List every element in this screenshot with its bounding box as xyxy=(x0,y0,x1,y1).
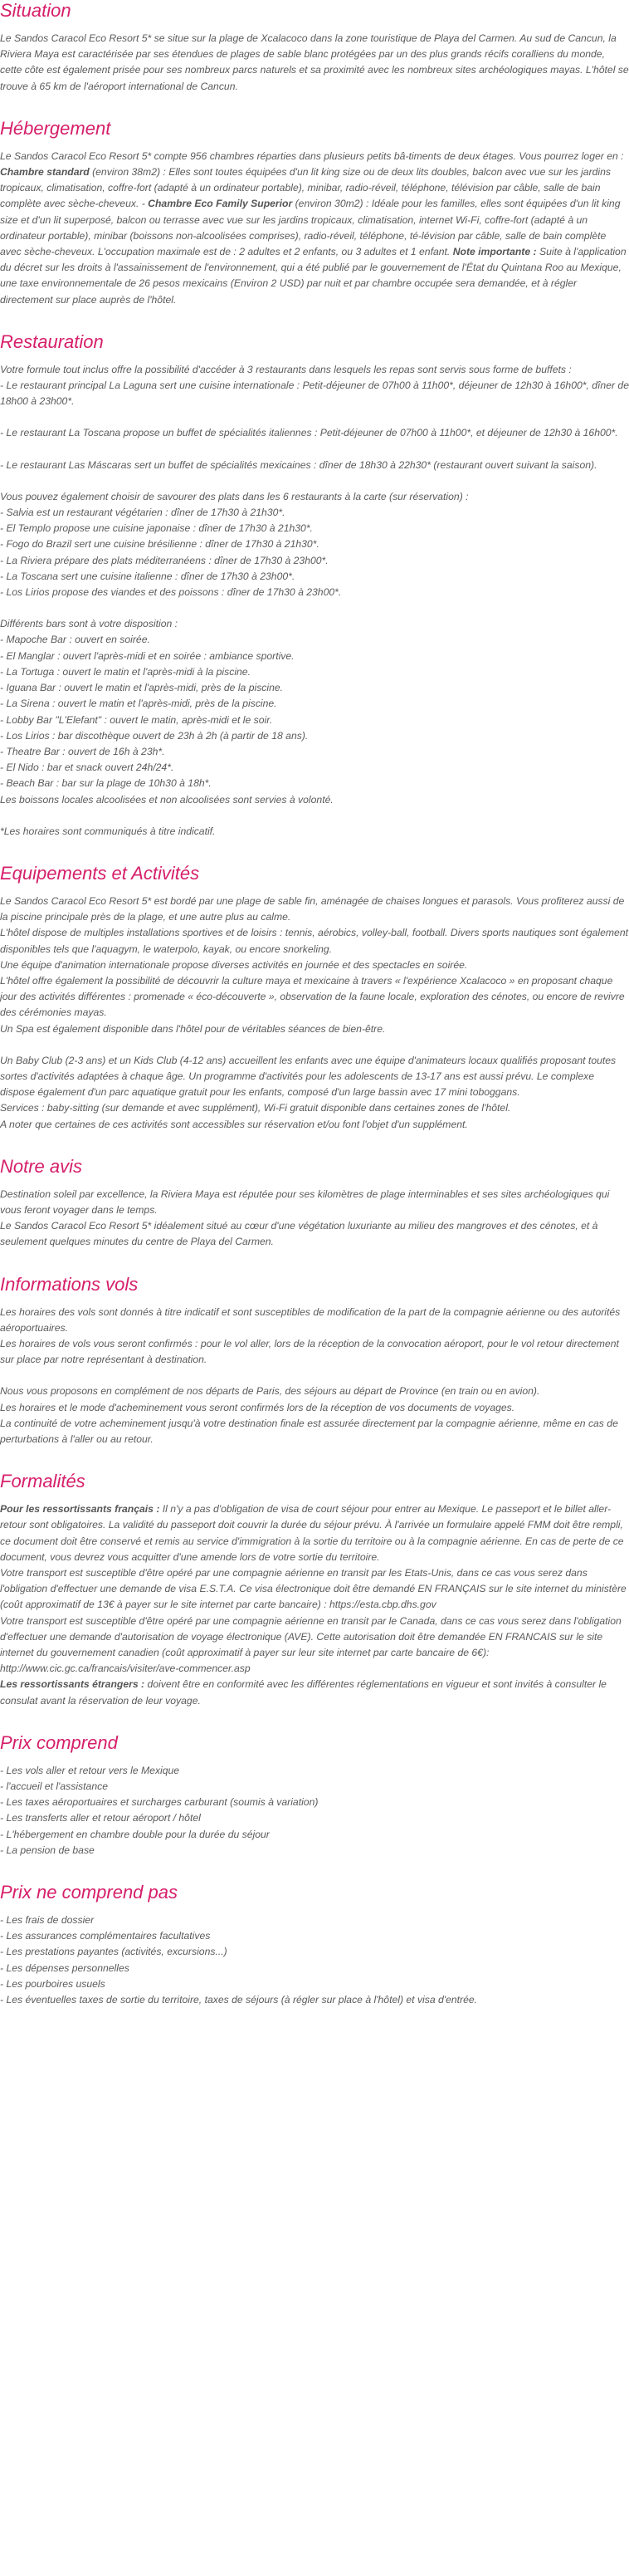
paragraph xyxy=(0,973,629,1021)
text-run: - Le restaurant Las Máscaras sert un buffet de spécialités mexicaines : dîner de 18h30 à 22h30* (restaurant ouvert suivant la saison). xyxy=(0,458,597,471)
paragraph xyxy=(0,1053,629,1101)
text-run: Le Sandos Caracol Eco Resort 5* se situe sur la plage de Xcalacoco dans la zone touristique de Playa del Carmen. Au sud de Cancun, la Riviera Maya est caractérisée par ses étendues de plages de sable blanc protégées par un des plus grands récifs coralliens du monde, cette côte est également prisée pour ses nombreux parcs naturels et sa proximité avec les nombreux sites archéologiques mayas. L'hôtel se trouve à 65 km de l'aéroport international de Cancun. xyxy=(0,32,629,92)
paragraph xyxy=(0,664,629,680)
paragraph xyxy=(0,362,629,378)
section-heading: Hébergement xyxy=(0,117,111,139)
section-body xyxy=(0,894,629,1133)
paragraph xyxy=(0,553,629,569)
paragraph xyxy=(0,1992,629,2008)
bold-label: Chambre standard xyxy=(0,166,90,179)
text-run: - Iguana Bar : ouvert le matin et l'après-midi, près de la piscine. xyxy=(0,682,284,694)
paragraph xyxy=(0,585,629,600)
text-run: Le Sandos Caracol Eco Resort 5* compte 956 chambres réparties dans plusieurs petits bâ-timents de deux étages. Vous pourrez loger en : xyxy=(0,149,624,162)
text-run: L'hôtel offre également la possibilité de découvrir la culture maya et mexicaine à travers « l'expérience Xcalacoco » en proposant chaque jour des activités différentes : promenade « éco-découverte », observation de la faune locale, exploration des cénotes, ou encore de revivre des cérémonies mayas. xyxy=(0,974,625,1019)
text-run: - El Nido : bar et snack ouvert 24h/24*. xyxy=(0,762,174,774)
paragraph xyxy=(0,792,629,808)
text-run: - La Tortuga : ouvert le matin et l'après-midi à la piscine. xyxy=(0,665,251,678)
section-informations-vols xyxy=(0,1274,629,1448)
text-run: Les boissons locales alcoolisées et non alcoolisées sont servies à volonté. xyxy=(0,793,334,806)
section-formalites xyxy=(0,1471,629,1709)
paragraph xyxy=(0,894,629,925)
text-run: *Les horaires sont communiqués à titre indicatif. xyxy=(0,825,216,837)
text-run: - La pension de base xyxy=(0,1844,95,1856)
text-run: Votre formule tout inclus offre la possibilité d'accéder à 3 restaurants dans lesquels les repas sont servis sous forme de buffets : xyxy=(0,363,572,375)
paragraph xyxy=(0,473,629,489)
paragraph xyxy=(0,925,629,957)
section-equipements-et-activites xyxy=(0,863,629,1133)
paragraph xyxy=(0,600,629,616)
text-run: Le Sandos Caracol Eco Resort 5* est bordé par une plage de sable fin, aménagée de chaises longues et parasols. Vous profiterez aussi de la piscine principale près de la plage, et une autre plus au calme. xyxy=(0,894,625,923)
paragraph xyxy=(0,649,629,664)
section-heading: Prix ne comprend pas xyxy=(0,1882,178,1903)
paragraph xyxy=(0,1928,629,1944)
section-body xyxy=(0,1763,629,1859)
text-run: - L'hébergement en chambre double pour la durée du séjour xyxy=(0,1828,270,1840)
section-heading: Restauration xyxy=(0,331,104,352)
section-notre-avis xyxy=(0,1156,629,1251)
section-body xyxy=(0,1912,629,2008)
paragraph xyxy=(0,1336,629,1368)
section-heading: Prix comprend xyxy=(0,1731,118,1753)
paragraph xyxy=(0,1795,629,1810)
text-run: - Theatre Bar : ouvert de 16h à 23h*. xyxy=(0,745,165,757)
section-heading: Notre avis xyxy=(0,1155,83,1177)
text-run: - Fogo do Brazil sert une cuisine brésilienne : dîner de 17h30 à 21h30*. xyxy=(0,538,319,551)
paragraph xyxy=(0,776,629,791)
paragraph xyxy=(0,1976,629,1992)
paragraph xyxy=(0,1779,629,1795)
text-run: - Le restaurant La Toscana propose un buffet de spécialités italiennes : Petit-déjeuner de 07h00 à 11h00*, et déjeuner de 12h30 à 16h00*. xyxy=(0,427,618,439)
paragraph xyxy=(0,1400,629,1416)
paragraph xyxy=(0,1368,629,1383)
text-run: - Le restaurant principal La Laguna sert une cuisine internationale : Petit-déjeuner de 07h00 à 11h00*, déjeuner de 12h30 à 16h00*, dîner de 18h00 à 23h00*. xyxy=(0,380,629,408)
text-run: Suite à l'application du décret sur les droits à l'assainissement de l'environnement, qui a été publié par le gouvernement de l'État du Quintana Roo au Mexique, une taxe environnementale de 26 pesos mexicains (Environ 2 USD) par nuit et par chambre occupée sera demandée, et à régler directement sur place auprès de l'hôtel. xyxy=(0,246,627,306)
text-run: - Les frais de dossier xyxy=(0,1914,95,1927)
text-run: - El Manglar : ouvert l'après-midi et en soirée : ambiance sportive. xyxy=(0,649,295,662)
text-run: - l'accueil et l'assistance xyxy=(0,1780,108,1793)
section-situation xyxy=(0,0,629,95)
section-body xyxy=(0,31,629,95)
paragraph xyxy=(0,1187,629,1218)
text-run: Il n'y a pas d'obligation de visa de court séjour pour entrer au Mexique. Le passeport et le billet aller-retour sont obligatoires. La validité du passeport doit couvrir la durée du séjour prévu. À l'arrivée un formulaire appelé FMM doit être rempli, ce document doit être conservé et remis au service d'immigration à la sortie du territoire ou à la compagnie aérienne. En cas de perte de ce document, vous devrez vous acquitter d'une amende lors de votre sortie du territoire. xyxy=(0,1503,624,1563)
paragraph xyxy=(0,1305,629,1336)
paragraph xyxy=(0,536,629,552)
text-run: - Salvia est un restaurant végétarien : dîner de 17h30 à 21h30*. xyxy=(0,507,285,519)
paragraph xyxy=(0,1100,629,1116)
paragraph xyxy=(0,1827,629,1843)
paragraph xyxy=(0,1021,629,1037)
text-run: Nous vous proposons en complément de nos départs de Paris, des séjours au départ de Province (en train ou en avion). xyxy=(0,1385,540,1398)
text-run: - Les vols aller et retour vers le Mexique xyxy=(0,1764,180,1776)
text-run: (environ 30m2) : Idéale pour les familles, elles sont équipées d'un lit king size et d'un lit superposé, balcon ou terrasse avec vue sur les jardins tropicaux, climatisation, internet Wi-Fi, coffre-fort (adapté à un ordinateur portable), minibar (boissons non-alcoolisées comprises), radio-réveil, téléphone, té-lévision par câble, salle de bain complète avec sèche-cheveux. L'occupation maximale est de : 2 adultes et 2 enfants, ou 3 adultes et 1 enfant. xyxy=(0,198,621,258)
section-body xyxy=(0,149,629,308)
paragraph xyxy=(0,1117,629,1133)
section-hebergement xyxy=(0,118,629,308)
bold-label: Chambre Eco Family Superior xyxy=(148,198,293,210)
paragraph xyxy=(0,425,629,441)
text-run: - Les dépenses personnelles xyxy=(0,1961,129,1974)
text-run: Votre transport est susceptible d'être opéré par une compagnie aérienne en transit par les Etats-Unis, dans ce cas vous serez dans l'obligation d'effectuer une demande de visa E.S.T.A. Ce visa électronique doit être demandé EN FRANÇAIS sur le site internet du ministère (coût approximatif de 13€ à payer sur le site internet par carte bancaire) : https://esta.cbp.dhs.gov xyxy=(0,1567,627,1611)
section-body xyxy=(0,1305,629,1448)
text-run: - La Toscana sert une cuisine italienne : dîner de 17h30 à 23h00*. xyxy=(0,570,295,582)
paragraph xyxy=(0,31,629,95)
text-run: Une équipe d'animation internationale propose diverses activités en journée et des spectacles en soirée. xyxy=(0,958,468,971)
text-run: - El Templo propose une cuisine japonaise : dîner de 17h30 à 21h30*. xyxy=(0,522,313,535)
paragraph xyxy=(0,760,629,776)
paragraph xyxy=(0,569,629,585)
paragraph xyxy=(0,728,629,744)
paragraph xyxy=(0,1565,629,1614)
text-run: Votre transport est susceptible d'être opéré par une compagnie aérienne en transit par le Canada, dans ce cas vous serez dans l'obligation d'effectuer une demande d'autorisation de voyage électronique (AVE). Cette autorisation doit être demandée EN FRANCAIS sur le site internet du gouvernement canadien (coût approximatif à payer sur leur site internet par carte bancaire de 6€): http://www.cic.gc.ca/francais/visiter/ave-commencer.asp xyxy=(0,1614,622,1675)
paragraph xyxy=(0,1218,629,1250)
text-run: - Les prestations payantes (activités, excursions...) xyxy=(0,1946,227,1958)
text-run: La continuité de votre acheminement jusqu'à votre destination finale est assurée directement par la compagnie aérienne, même en cas de perturbations à l'aller ou au retour. xyxy=(0,1417,618,1445)
text-run: Destination soleil par excellence, la Riviera Maya est réputée pour ses kilomètres de plage interminables et ses sites archéologiques qui vous feront voyager dans le temps. xyxy=(0,1188,610,1216)
section-body xyxy=(0,1187,629,1251)
paragraph xyxy=(0,378,629,409)
section-body xyxy=(0,362,629,840)
paragraph xyxy=(0,442,629,458)
paragraph xyxy=(0,1763,629,1779)
paragraph xyxy=(0,808,629,824)
bold-label: Pour les ressortissants français : xyxy=(0,1503,160,1516)
paragraph xyxy=(0,409,629,425)
bold-label: Les ressortissants étrangers : xyxy=(0,1678,145,1691)
paragraph xyxy=(0,680,629,696)
paragraph xyxy=(0,1912,629,1928)
section-prix-comprend xyxy=(0,1732,629,1859)
text-run: - Les pourboires usuels xyxy=(0,1977,105,1990)
text-run: Les horaires de vols vous seront confirmés : pour le vol aller, lors de la réception de la convocation aéroport, pour le vol retour directement sur place par notre représentant à destination. xyxy=(0,1337,619,1366)
text-run: Le Sandos Caracol Eco Resort 5* idéalement situé au cœur d'une végétation luxuriante au milieu des mangroves et des cénotes, et à seulement quelques minutes du centre de Playa del Carmen. xyxy=(0,1220,598,1248)
text-run: - Beach Bar : bar sur la plage de 10h30 à 18h*. xyxy=(0,777,212,790)
paragraph xyxy=(0,505,629,521)
text-run: Différents bars sont à votre disposition : xyxy=(0,618,178,630)
text-run: - Mapoche Bar : ouvert en soirée. xyxy=(0,634,150,646)
section-heading: Situation xyxy=(0,0,71,21)
text-run: - Les assurances complémentaires facultatives xyxy=(0,1930,211,1942)
text-run: Un Spa est également disponible dans l'hôtel pour de véritables séances de bien-être. xyxy=(0,1022,386,1035)
paragraph xyxy=(0,1843,629,1859)
section-body xyxy=(0,1501,629,1709)
text-run: - Les taxes aéroportuaires et surcharges carburant (soumis à variation) xyxy=(0,1796,319,1809)
text-run: Vous pouvez également choisir de savourer des plats dans les 6 restaurants à la carte (sur réservation) : xyxy=(0,490,469,502)
text-run: Services : baby-sitting (sur demande et avec supplément), Wi-Fi gratuit disponible dans certaines zones de l'hôtel. xyxy=(0,1102,511,1114)
paragraph xyxy=(0,489,629,505)
text-run: - Les transferts aller et retour aéroport / hôtel xyxy=(0,1812,201,1824)
paragraph xyxy=(0,1383,629,1399)
text-run: - Los Lirios propose des viandes et des poissons : dîner de 17h30 à 23h00*. xyxy=(0,586,342,599)
paragraph xyxy=(0,1614,629,1677)
text-run: A noter que certaines de ces activités sont accessibles sur réservation et/ou font l'objet d'un supplément. xyxy=(0,1118,468,1130)
paragraph xyxy=(0,1416,629,1447)
paragraph xyxy=(0,957,629,973)
bold-label: Note importante : xyxy=(452,246,537,258)
text-run: Les horaires des vols sont donnés à titre indicatif et sont susceptibles de modification de la part de la compagnie aérienne ou des autorités aéroportuaires. xyxy=(0,1305,621,1334)
paragraph xyxy=(0,1037,629,1053)
paragraph xyxy=(0,616,629,632)
section-prix-ne-comprend-pas xyxy=(0,1882,629,2008)
text-run: Un Baby Club (2-3 ans) et un Kids Club (4-12 ans) accueillent les enfants avec une équipe d'animateurs locaux qualifiés proposant toutes sortes d'activités adaptées à chaque âge. Un programme d'activités pour les adolescents de 13-17 ans est aussi prévu. Le complexe dispose également d'un parc aquatique gratuit pour les enfants, composé d'un large bassin avec 17 mini toboggans. xyxy=(0,1054,617,1099)
paragraph xyxy=(0,632,629,648)
text-run: - Los Lirios : bar discothèque ouvert de 23h à 2h (à partir de 18 ans). xyxy=(0,729,309,742)
paragraph xyxy=(0,1944,629,1960)
text-run: - Les éventuelles taxes de sortie du territoire, taxes de séjours (à régler sur place à l'hôtel) et visa d'entrée. xyxy=(0,1994,478,2006)
paragraph xyxy=(0,824,629,840)
paragraph xyxy=(0,713,629,728)
section-heading: Informations vols xyxy=(0,1273,139,1295)
text-run: Les horaires et le mode d'acheminement vous seront confirmés lors de la réception de vos documents de voyages. xyxy=(0,1401,515,1413)
section-heading: Formalités xyxy=(0,1471,85,1492)
paragraph xyxy=(0,696,629,712)
text-run: doivent être en conformité avec les différentes réglementations en vigueur et sont invités à consulter le consulat avant la réservation de leur voyage. xyxy=(0,1678,607,1707)
text-run: - Lobby Bar "L'Elefant" : ouvert le matin, après-midi et le soir. xyxy=(0,713,273,726)
section-restauration xyxy=(0,331,629,840)
paragraph xyxy=(0,458,629,473)
paragraph xyxy=(0,1501,629,1565)
paragraph xyxy=(0,744,629,760)
section-heading: Equipements et Activités xyxy=(0,862,200,884)
paragraph xyxy=(0,149,629,308)
text-run: - La Riviera prépare des plats méditerranéens : dîner de 17h30 à 23h00*. xyxy=(0,554,329,566)
text-run: - La Sirena : ouvert le matin et l'après-midi, près de la piscine. xyxy=(0,698,277,710)
paragraph xyxy=(0,521,629,536)
paragraph xyxy=(0,1961,629,1976)
paragraph xyxy=(0,1810,629,1826)
text-run: (environ 38m2) : Elles sont toutes équipées d'un lit king size ou de deux lits doubles, balcon avec vue sur les jardins tropicaux, climatisation, coffre-fort (adapté à un ordinateur portable), minibar, radio-réveil, téléphone, télévision par câble, salle de bain complète avec sèche-cheveux. - xyxy=(0,166,611,210)
paragraph xyxy=(0,1677,629,1708)
text-run: L'hôtel dispose de multiples installations sportives et de loisirs : tennis, aérobics, volley-ball, football. Divers sports nautiques sont également disponibles tels que l'aquagym, le waterpolo, kayak, ou encore snorkeling. xyxy=(0,927,628,955)
